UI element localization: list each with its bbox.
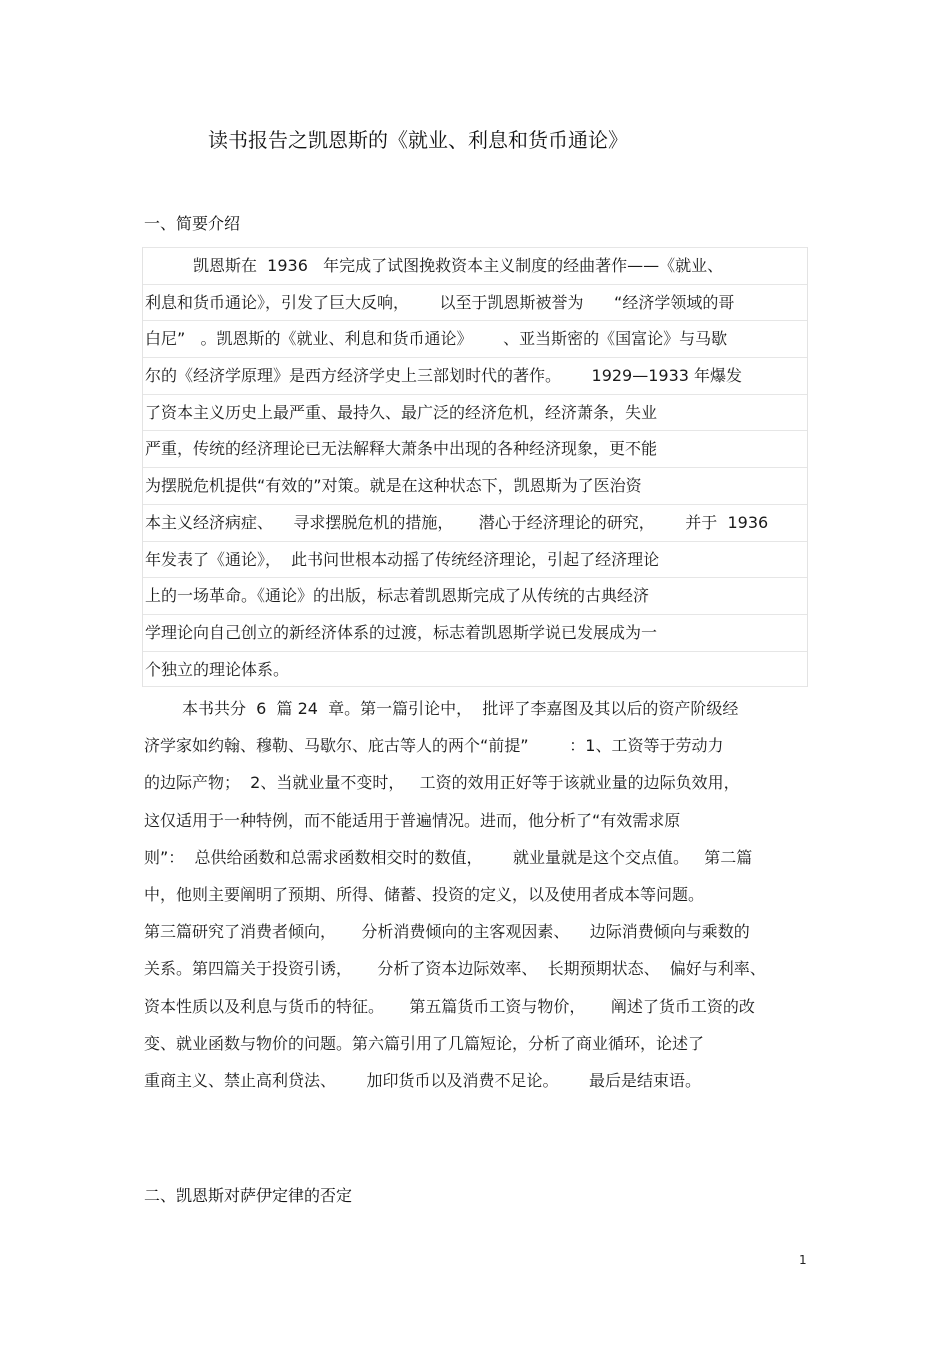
paragraph-line: 严重，传统的经济理论已无法解释大萧条中出现的各种经济现象，更不能 <box>143 430 807 467</box>
paragraph-line: 本书共分 6 篇 24 章。第一篇引论中， 批评了李嘉图及其以后的资产阶级经 <box>182 699 739 718</box>
paragraph-line: 了资本主义历史上最严重、最持久、最广泛的经济危机，经济萧条，失业 <box>143 394 807 431</box>
paragraph-line: 则”： 总供给函数和总需求函数相交时的数值， 就业量就是这个交点值。 第二篇 <box>144 847 753 867</box>
paragraph-line: 尔的《经济学原理》是西方经济学史上三部划时代的著作。 1929—1933 年爆发 <box>143 357 807 394</box>
paragraph-line: 这仅适用于一种特例，而不能适用于普遍情况。进而，他分析了“有效需求原 <box>144 810 681 830</box>
paragraph-line: 上的一场革命。《通论》的出版，标志着凯恩斯完成了从传统的古典经济 <box>143 577 807 614</box>
section-heading-say-law: 二、凯恩斯对萨伊定律的否定 <box>144 1186 353 1205</box>
paragraph-line: 学理论向自己创立的新经济体系的过渡，标志着凯恩斯学说已发展成为一 <box>143 614 807 651</box>
paragraph-line: 为摆脱危机提供“有效的”对策。就是在这种状态下，凯恩斯为了医治资 <box>143 467 807 504</box>
paragraph-line: 重商主义、禁止高利贷法、 加印货币以及消费不足论。 最后是结束语。 <box>144 1070 702 1090</box>
paragraph-line: 白尼” 。凯恩斯的《就业、利息和货币通论》 、亚当斯密的《国富论》与马歇 <box>143 320 807 357</box>
paragraph-line: 济学家如约翰、穆勒、马歇尔、庇古等人的两个“前提” ：1、工资等于劳动力 <box>144 736 724 756</box>
paragraph-line: 的边际产物； 2、当就业量不变时， 工资的效用正好等于该就业量的边际负效用， <box>144 773 740 793</box>
paragraph-intro-boxed <box>142 247 808 687</box>
paragraph-line: 个独立的理论体系。 <box>143 651 807 688</box>
paragraph-line: 资本性质以及利息与货币的特征。 第五篇货币工资与物价， 阐述了货币工资的改 <box>144 996 755 1016</box>
paragraph-line: 第三篇研究了消费者倾向， 分析消费倾向的主客观因素、 边际消费倾向与乘数的 <box>144 922 750 942</box>
paragraph-line: 关系。第四篇关于投资引诱， 分析了资本边际效率、 长期预期状态、 偏好与利率、 <box>144 959 766 979</box>
document-title: 读书报告之凯恩斯的《就业、利息和货币通论》 <box>208 128 628 152</box>
paragraph-line: 年发表了《通论》， 此书问世根本动摇了传统经济理论，引起了经济理论 <box>143 541 807 578</box>
paragraph-book-structure <box>144 690 814 1099</box>
paragraph-line: 变、就业函数与物价的问题。第六篇引用了几篇短论，分析了商业循环，论述了 <box>144 1033 705 1053</box>
paragraph-line: 本主义经济病症、 寻求摆脱危机的措施， 潜心于经济理论的研究， 并于 1936 <box>143 504 807 541</box>
paragraph-line: 利息和货币通论》，引发了巨大反响， 以至于凯恩斯被誉为 “经济学领域的哥 <box>143 284 807 321</box>
section-heading-intro: 一、简要介绍 <box>144 214 241 233</box>
paragraph-line: 凯恩斯在 1936 年完成了试图挽救资本主义制度的经曲著作——《就业、 <box>143 247 807 284</box>
paragraph-line: 中，他则主要阐明了预期、所得、储蓄、投资的定义，以及使用者成本等问题。 <box>144 884 705 904</box>
page-number: 1 <box>799 1253 807 1267</box>
